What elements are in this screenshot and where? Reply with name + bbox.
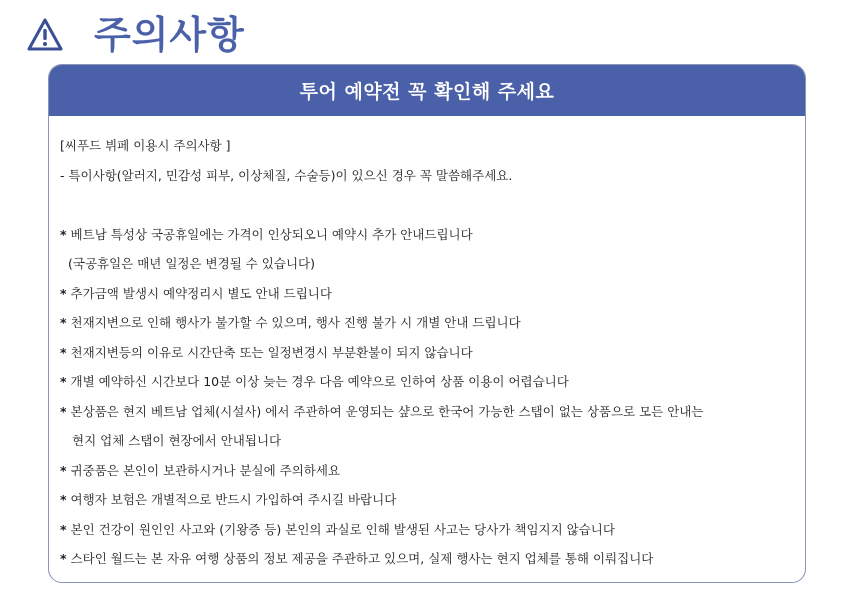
notice-body [60, 131, 795, 574]
title-row [26, 8, 245, 62]
list-item-continuation [60, 426, 795, 456]
note-text: 본상품은 현지 베트남 업체(시설사) 에서 주관하여 운영되는 샾으로 한국어 가능한 스탭이 없는 상품으로 모든 안내는 [70, 403, 704, 419]
note-text: 여행자 보험은 개별적으로 반드시 가입하여 주시길 바랍니다 [70, 492, 397, 507]
star-icon: * [60, 315, 67, 330]
star-icon: * [60, 551, 67, 566]
card-header: 투어 예약전 꼭 확인해 주세요 [49, 65, 805, 116]
list-item [60, 338, 795, 368]
note-text: 본인 건강이 원인인 사고와 (기왕증 등) 본인의 과실로 인해 발생된 사고는 당사가 책임지지 않습니다 [70, 521, 615, 537]
star-icon: * [60, 226, 67, 242]
note-text: 추가금액 발생시 예약정리시 별도 안내 드립니다 [70, 285, 332, 301]
star-icon: * [60, 285, 67, 301]
notice-card [48, 64, 806, 583]
list-item [60, 544, 795, 574]
note-text: (국공휴일은 매년 일정은 변경될 수 있습니다) [68, 256, 315, 271]
star-icon: * [60, 492, 67, 507]
note-text: 스타인 월드는 본 자유 여행 상품의 정보 제공을 주관하고 있으며, 실제 행사는 현지 업체를 통해 이뤄집니다 [70, 551, 654, 566]
list-item [60, 515, 795, 545]
note-text: 개별 예약하신 시간보다 10분 이상 늦는 경우 다음 예약으로 인하여 상품 이용이 어렵습니다 [70, 374, 569, 389]
note-text: 귀중품은 본인이 보관하시거나 분실에 주의하세요 [70, 462, 341, 478]
list-item-continuation [60, 249, 795, 279]
star-icon: * [60, 462, 67, 478]
section-note: - 특이사항(알러지, 민감성 피부, 이상체질, 수술등)이 있으신 경우 꼭 말씀해주세요. [60, 167, 513, 183]
list-item [60, 456, 795, 486]
section-title: [씨푸드 뷔페 이용시 주의사항 ] [60, 138, 231, 153]
page-title: 주의사항 [94, 13, 245, 57]
star-icon: * [60, 374, 67, 389]
list-item [60, 367, 795, 397]
list-item [60, 485, 795, 515]
note-text: 현지 업체 스탭이 현장에서 안내됩니다 [72, 433, 282, 448]
note-text: 천재지변으로 인해 행사가 불가할 수 있으며, 행사 진행 불가 시 개별 안내 드립니다 [70, 315, 521, 330]
list-item [60, 308, 795, 338]
list-item [60, 220, 795, 250]
star-icon: * [60, 344, 67, 360]
note-text: 베트남 특성상 국공휴일에는 가격이 인상되오니 예약시 추가 안내드립니다 [70, 226, 473, 242]
spacer [60, 190, 795, 220]
star-icon: * [60, 521, 67, 537]
star-icon: * [60, 403, 67, 419]
note-text: 천재지변등의 이유로 시간단축 또는 일정변경시 부분환불이 되지 않습니다 [70, 344, 473, 360]
list-item [60, 279, 795, 309]
list-item [60, 397, 795, 427]
warning-icon [26, 17, 64, 53]
